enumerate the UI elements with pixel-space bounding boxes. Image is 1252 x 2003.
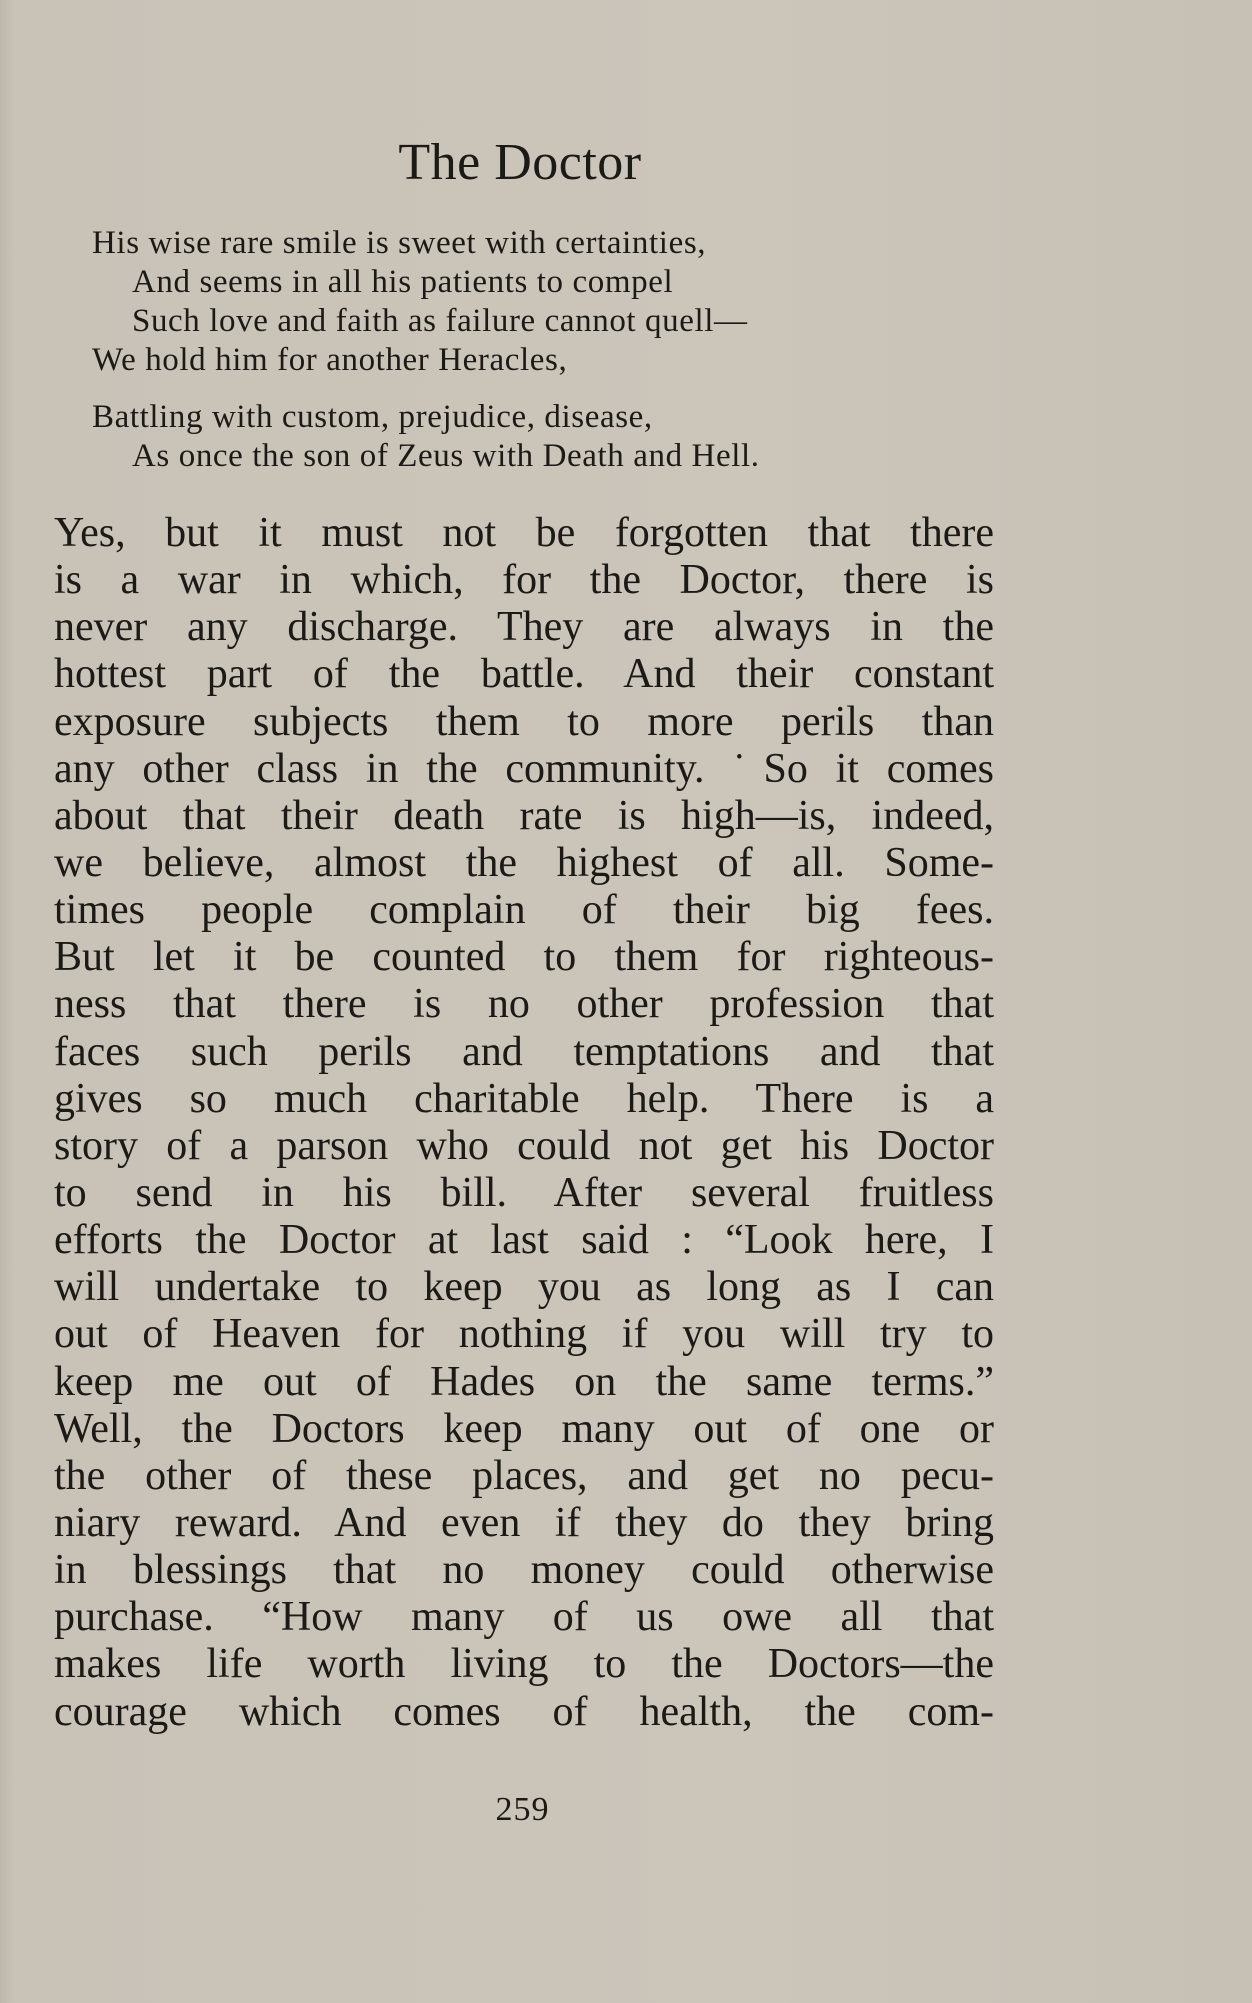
text-line: any other class in the community. ˙So it comes (54, 745, 994, 792)
text-line: keep me out of Hades on the same terms.” (54, 1358, 994, 1405)
poem-line: As once the son of Zeus with Death and Hell. (132, 438, 760, 474)
text-line: exposure subjects them to more perils than (54, 698, 994, 745)
page-number: 259 (495, 1791, 550, 1828)
poem-line: Such love and faith as failure cannot quell— (132, 303, 748, 339)
text-line: about that their death rate is high—is, indeed, (54, 792, 994, 839)
text-line: efforts the Doctor at last said : “Look here, I (54, 1217, 994, 1264)
text-line: in blessings that no money could otherwise (54, 1547, 994, 1594)
text-line: makes life worth living to the Doctors—the (54, 1641, 994, 1688)
text-line: gives so much charitable help. There is a (54, 1075, 994, 1122)
poem-epigraph (92, 224, 992, 476)
poem-line: His wise rare smile is sweet with certainties, (92, 225, 707, 261)
text-line: will undertake to keep you as long as I can (54, 1264, 994, 1311)
text-line: But let it be counted to them for righteous- (54, 934, 994, 981)
poem-line: Battling with custom, prejudice, disease, (92, 399, 653, 435)
text-line: is a war in which, for the Doctor, there is (54, 557, 994, 604)
text-line: never any discharge. They are always in the (54, 604, 994, 651)
poem-stanza (92, 224, 992, 380)
text-line: Well, the Doctors keep many out of one or (54, 1405, 994, 1452)
text-line: to send in his bill. After several fruitless (54, 1169, 994, 1216)
running-head: The Doctor (398, 134, 642, 191)
text-line: purchase. “How many of us owe all that (54, 1594, 994, 1641)
poem-line: And seems in all his patients to compel (132, 264, 674, 300)
poem-stanza (92, 398, 992, 476)
text-line: times people complain of their big fees. (54, 887, 994, 934)
text-line: out of Heaven for nothing if you will try to (54, 1311, 994, 1358)
text-line: faces such perils and temptations and that (54, 1028, 994, 1075)
text-line: story of a parson who could not get his Doctor (54, 1122, 994, 1169)
text-line: courage which comes of health, the com- (54, 1688, 994, 1735)
text-line: Yes, but it must not be forgotten that there (54, 510, 994, 556)
text-line: we believe, almost the highest of all. Some- (54, 839, 994, 886)
text-line: ness that there is no other profession that (54, 981, 994, 1028)
poem-line: We hold him for another Heracles, (92, 342, 568, 378)
text-line: the other of these places, and get no pecu- (54, 1452, 994, 1499)
body-text (54, 510, 994, 1736)
text-line: niary reward. And even if they do they bring (54, 1499, 994, 1546)
text-line: hottest part of the battle. And their constant (54, 651, 994, 698)
